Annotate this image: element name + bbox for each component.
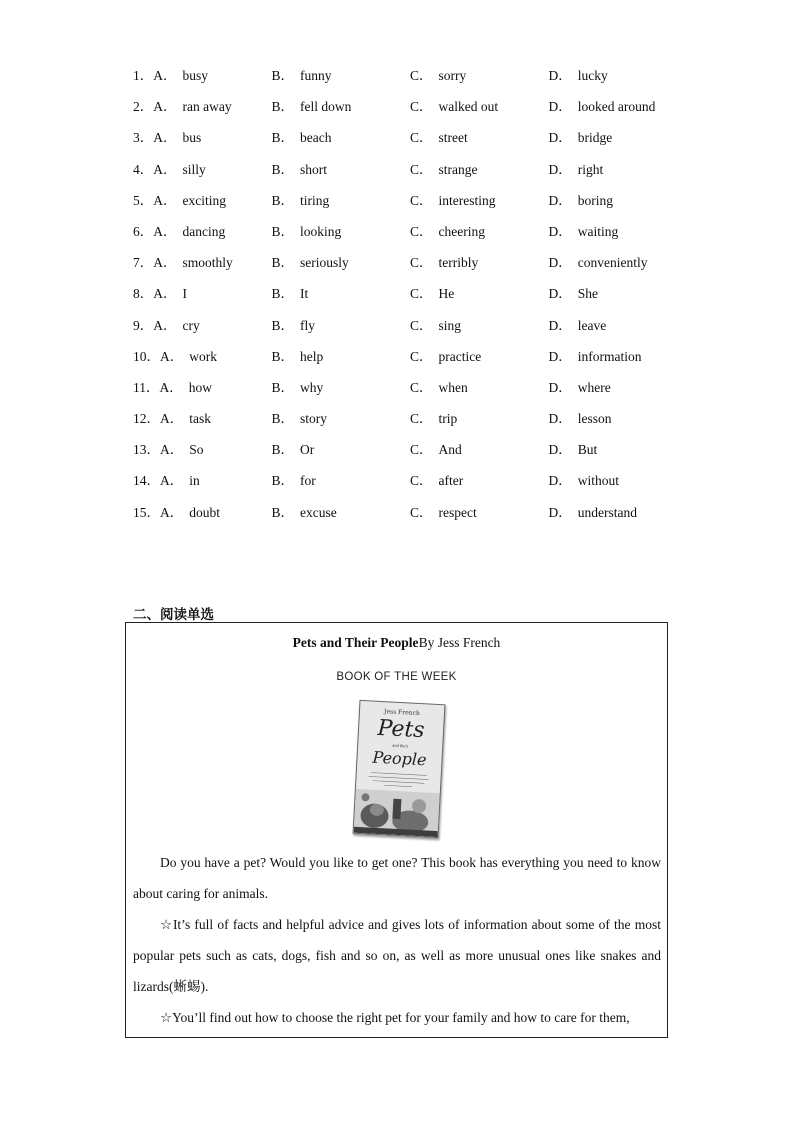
option-text: doubt — [189, 504, 221, 520]
passage-byline: By Jess French — [418, 635, 501, 650]
option-a — [133, 440, 272, 471]
option-text: after — [438, 473, 464, 489]
option-letter: D． — [548, 255, 572, 271]
option-letter: B． — [271, 99, 295, 115]
question-options-row — [133, 471, 693, 502]
question-number: 4． — [133, 161, 154, 177]
option-letter: B． — [271, 255, 295, 271]
option-text: how — [188, 379, 212, 395]
option-c — [410, 160, 549, 191]
option-letter: B． — [271, 130, 295, 146]
option-a — [133, 222, 272, 253]
option-text: Or — [300, 442, 315, 458]
question-options-row — [133, 160, 693, 191]
option-d — [549, 222, 688, 253]
option-b — [272, 378, 411, 409]
option-text: without — [577, 473, 620, 489]
option-letter: C． — [410, 379, 433, 395]
option-text: practice — [438, 348, 482, 364]
option-d — [549, 253, 688, 284]
option-text: silly — [182, 161, 206, 177]
option-letter: B． — [271, 348, 295, 364]
question-number: 15． — [133, 504, 160, 520]
option-a — [133, 66, 272, 97]
option-letter: C． — [410, 348, 433, 364]
option-text: respect — [438, 504, 477, 520]
option-a — [133, 97, 272, 128]
option-b — [272, 347, 411, 378]
option-c — [410, 128, 549, 159]
option-letter: D． — [548, 317, 572, 333]
option-letter: A． — [153, 286, 177, 302]
option-letter: D． — [548, 379, 572, 395]
option-text: looked around — [577, 99, 656, 115]
option-b — [272, 503, 411, 534]
option-letter: D． — [548, 161, 572, 177]
option-letter: B． — [271, 223, 295, 239]
section-heading: 二、阅读单选 — [133, 607, 214, 623]
question-number: 6． — [133, 223, 154, 239]
option-letter: A． — [159, 379, 183, 395]
option-letter: A． — [153, 192, 177, 208]
option-c — [410, 409, 549, 440]
option-text: why — [300, 379, 324, 395]
option-d — [549, 97, 688, 128]
option-text: bridge — [577, 130, 613, 146]
option-letter: D． — [548, 99, 572, 115]
option-b — [272, 128, 411, 159]
option-b — [272, 222, 411, 253]
option-letter: C． — [410, 255, 433, 271]
option-a — [133, 409, 272, 440]
option-letter: D． — [548, 473, 572, 489]
question-number: 14． — [133, 473, 160, 489]
option-text: waiting — [577, 223, 619, 239]
option-a — [133, 347, 272, 378]
option-text: short — [300, 161, 328, 177]
option-letter: C． — [410, 68, 433, 83]
option-letter: D． — [548, 442, 572, 458]
option-text: work — [189, 348, 217, 364]
option-d — [549, 503, 688, 534]
question-number: 12． — [133, 411, 160, 427]
question-number: 13． — [133, 442, 160, 458]
option-b — [272, 97, 411, 128]
option-text: fly — [300, 317, 316, 333]
option-letter: A． — [153, 130, 177, 146]
option-letter: C． — [410, 473, 433, 489]
option-letter: B． — [271, 504, 295, 520]
question-number: 7． — [133, 255, 154, 271]
option-letter: D． — [548, 504, 572, 520]
options-list — [133, 66, 693, 534]
option-text: busy — [182, 68, 209, 83]
option-text: dancing — [182, 223, 226, 239]
option-b — [272, 253, 411, 284]
question-options-row — [133, 97, 693, 128]
option-text: information — [577, 348, 642, 364]
passage-paragraph-1: Do you have a pet? Would you like to get one? This book has everything you need to know about caring for animals. — [133, 855, 661, 901]
option-text: It — [300, 286, 309, 302]
option-b — [272, 471, 411, 502]
option-text: right — [577, 161, 604, 177]
option-a — [133, 160, 272, 191]
option-letter: D． — [548, 130, 572, 146]
option-text: smoothly — [182, 255, 233, 271]
option-c — [410, 253, 549, 284]
reading-passage-box — [125, 622, 668, 1038]
option-letter: C． — [410, 504, 433, 520]
question-number: 2． — [133, 99, 154, 115]
cover-author: Jess French — [383, 708, 420, 718]
option-text: ran away — [182, 99, 232, 115]
option-letter: A． — [153, 99, 177, 115]
option-text: She — [577, 286, 598, 302]
option-letter: B． — [271, 161, 295, 177]
option-b — [272, 409, 411, 440]
option-text: And — [438, 442, 462, 458]
option-text: I — [182, 286, 187, 302]
option-c — [410, 471, 549, 502]
option-text: task — [189, 411, 211, 427]
option-c — [410, 316, 549, 347]
option-text: But — [577, 442, 598, 458]
option-letter: D． — [548, 348, 572, 364]
option-text: in — [189, 473, 200, 489]
option-letter: C． — [410, 286, 433, 302]
option-letter: A． — [153, 255, 177, 271]
option-d — [549, 191, 688, 222]
option-c — [410, 284, 549, 315]
option-c — [410, 503, 549, 534]
option-letter: C． — [410, 317, 433, 333]
option-text: conveniently — [577, 255, 648, 271]
option-d — [549, 471, 688, 502]
option-text: trip — [438, 411, 458, 427]
option-c — [410, 440, 549, 471]
option-letter: A． — [160, 411, 184, 427]
option-letter: C． — [410, 442, 433, 458]
option-letter: A． — [160, 504, 184, 520]
option-b — [272, 316, 411, 347]
option-b — [272, 160, 411, 191]
question-options-row — [133, 284, 693, 315]
option-letter: C． — [410, 130, 433, 146]
question-number: 8． — [133, 286, 154, 302]
option-text: lucky — [577, 68, 608, 83]
option-text: strange — [438, 161, 478, 177]
option-letter: A． — [160, 348, 184, 364]
option-d — [549, 160, 688, 191]
option-a — [133, 503, 272, 534]
option-letter: B． — [271, 442, 295, 458]
cover-title-people: People — [372, 747, 427, 770]
option-c — [410, 97, 549, 128]
option-letter: A． — [160, 473, 184, 489]
cover-subtitle-scribble — [364, 769, 433, 790]
question-options-row — [133, 347, 693, 378]
option-a — [133, 316, 272, 347]
cover-illustration — [354, 789, 440, 837]
option-text: lesson — [577, 411, 612, 427]
option-letter: A． — [160, 442, 184, 458]
option-c — [410, 66, 549, 97]
option-d — [549, 316, 688, 347]
option-text: fell down — [300, 99, 352, 115]
option-c — [410, 347, 549, 378]
option-letter: C． — [410, 99, 433, 115]
option-text: walked out — [438, 99, 499, 115]
question-options-row — [133, 378, 693, 409]
option-d — [549, 128, 688, 159]
option-letter: D． — [548, 286, 572, 302]
passage-paragraph-3: ☆You’ll find out how to choose the right pet for your family and how to care for them, — [160, 1010, 630, 1025]
question-options-row — [133, 409, 693, 440]
option-a — [133, 128, 272, 159]
option-a — [133, 378, 272, 409]
question-number: 1． — [133, 68, 154, 83]
option-letter: C． — [410, 161, 433, 177]
option-d — [549, 378, 688, 409]
option-text: tiring — [300, 192, 330, 208]
option-letter: C． — [410, 192, 433, 208]
option-text: sorry — [438, 68, 467, 83]
option-text: bus — [182, 130, 202, 146]
question-options-row — [133, 253, 693, 284]
question-number: 10． — [133, 348, 160, 364]
option-text: when — [438, 379, 468, 395]
option-a — [133, 284, 272, 315]
option-letter: B． — [271, 317, 295, 333]
option-letter: D． — [548, 192, 572, 208]
option-text: boring — [577, 192, 613, 208]
question-number: 5． — [133, 192, 154, 208]
question-options-row — [133, 503, 693, 534]
option-c — [410, 191, 549, 222]
option-text: leave — [577, 317, 607, 333]
passage-paragraph-2: ☆It’s full of facts and helpful advice and gives lots of information about some of the most popular pets such as cats, dogs, fish and so on, as well as more unusual ones like snakes and lizards(蜥蜴). — [133, 917, 661, 994]
question-options-row — [133, 316, 693, 347]
option-text: interesting — [438, 192, 496, 208]
book-cover-image — [353, 700, 446, 838]
option-text: terribly — [438, 255, 479, 271]
option-letter: D． — [548, 223, 572, 239]
question-options-row — [133, 66, 693, 97]
cover-title-pets: Pets — [376, 715, 426, 744]
option-letter: D． — [548, 68, 572, 83]
option-text: story — [300, 411, 328, 427]
question-number: 9． — [133, 317, 154, 333]
option-letter: C． — [410, 223, 433, 239]
option-text: exciting — [182, 192, 226, 208]
option-letter: A． — [153, 223, 177, 239]
option-a — [133, 471, 272, 502]
option-c — [410, 378, 549, 409]
question-options-row — [133, 222, 693, 253]
option-letter: A． — [153, 68, 177, 83]
option-b — [272, 440, 411, 471]
option-d — [549, 347, 688, 378]
option-b — [272, 191, 411, 222]
option-letter: B． — [271, 411, 295, 427]
option-letter: B． — [271, 68, 295, 83]
option-letter: B． — [271, 473, 295, 489]
option-a — [133, 253, 272, 284]
option-text: He — [438, 286, 455, 302]
option-text: beach — [300, 130, 332, 146]
option-letter: B． — [271, 286, 295, 302]
option-text: seriously — [300, 255, 349, 271]
option-b — [272, 66, 411, 97]
option-d — [549, 440, 688, 471]
option-text: So — [189, 442, 204, 458]
option-text: understand — [577, 504, 637, 520]
option-letter: A． — [153, 317, 177, 333]
option-text: funny — [300, 68, 332, 83]
option-d — [549, 409, 688, 440]
option-d — [549, 66, 688, 97]
book-of-the-week-label: BOOK OF THE WEEK — [336, 671, 457, 683]
option-letter: B． — [271, 192, 295, 208]
question-options-row — [133, 440, 693, 471]
option-text: looking — [300, 223, 342, 239]
question-options-row — [133, 128, 693, 159]
option-a — [133, 191, 272, 222]
passage-title: Pets and Their People — [292, 635, 419, 650]
option-letter: A． — [153, 161, 177, 177]
option-text: cheering — [438, 223, 485, 239]
option-text: excuse — [300, 504, 337, 520]
option-c — [410, 222, 549, 253]
option-letter: B． — [271, 379, 295, 395]
option-d — [549, 284, 688, 315]
option-b — [272, 284, 411, 315]
option-letter: C． — [410, 411, 433, 427]
cover-title-and-their: and their — [392, 742, 409, 749]
question-number: 11． — [133, 379, 160, 395]
option-text: for — [300, 473, 316, 489]
option-letter: D． — [548, 411, 572, 427]
question-number: 3． — [133, 130, 154, 146]
passage-title-line — [126, 635, 667, 651]
question-options-row — [133, 191, 693, 222]
option-text: cry — [182, 317, 200, 333]
option-text: help — [300, 348, 324, 364]
option-text: where — [577, 379, 611, 395]
option-text: street — [438, 130, 468, 146]
option-text: sing — [438, 317, 462, 333]
